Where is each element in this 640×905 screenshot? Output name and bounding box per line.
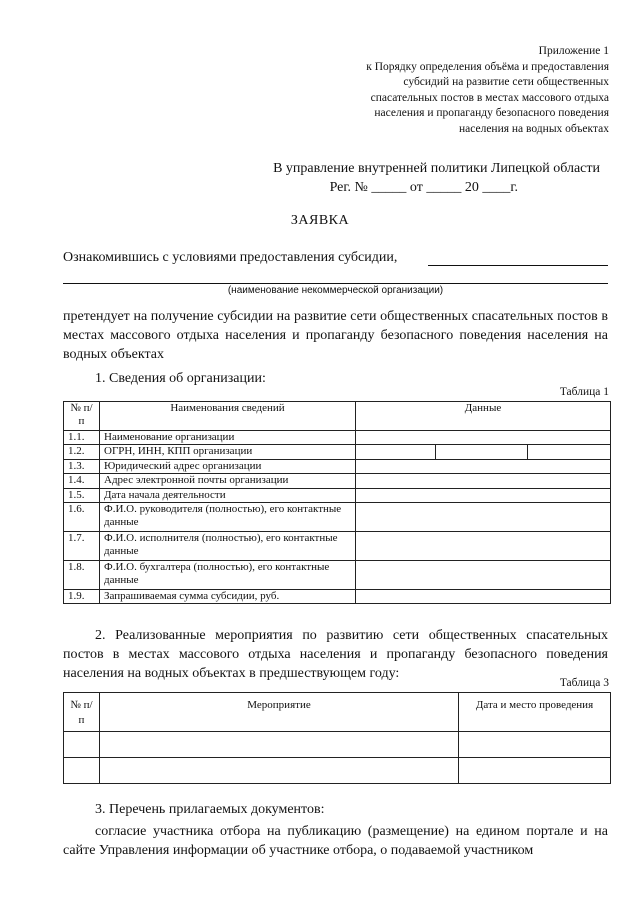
row-date-cell[interactable] [459, 732, 611, 758]
table-row [64, 474, 611, 488]
organization-info-table [63, 401, 611, 604]
table1-label: Таблица 1 [559, 386, 609, 398]
section1-heading: 1. Сведения об организации: [95, 371, 266, 386]
table-header-row [64, 402, 611, 431]
row-num-cell[interactable] [64, 732, 100, 758]
row-num: 1.8. [64, 561, 100, 590]
row-data-cell[interactable] [356, 590, 611, 604]
row-name: Ф.И.О. исполнителя (полностью), его контактные данные [100, 532, 356, 561]
row-data-cell[interactable] [356, 532, 611, 561]
appendix-line: населения и пропаганду безопасного поведения [374, 107, 609, 120]
organization-name-blank [428, 265, 608, 266]
table-row [64, 503, 611, 532]
row-name: Наименование организации [100, 431, 356, 445]
document-title: ЗАЯВКА [290, 213, 350, 228]
appendix-line: Приложение 1 [538, 45, 609, 57]
row-num: 1.3. [64, 459, 100, 473]
appendix-line: спасательных постов в местах массового отдыха [370, 91, 609, 104]
section2-paragraph: 2. Реализованные мероприятия по развитию сети общественных спасательных постов в местах массового отдыха населения и пропаганду безопасного поведения населения на водных объектах в предшествующем году: [63, 628, 608, 681]
table-row [64, 561, 611, 590]
table-row [64, 532, 611, 561]
table-row [64, 445, 611, 459]
row-event-cell[interactable] [100, 758, 459, 784]
row-data-cell[interactable] [356, 503, 611, 532]
header-data: Данные [356, 402, 611, 431]
table3-label: Таблица 3 [559, 677, 609, 689]
row-num: 1.1. [64, 431, 100, 445]
row-data-cell[interactable] [356, 488, 611, 502]
organization-name-caption: (наименование некоммерческой организации) [227, 285, 444, 296]
claim-paragraph: претендует на получение субсидии на развитие сети общественных спасательных постов в местах массового отдыха населения и пропаганду безопасного поведения населения на водных объектах [63, 309, 608, 362]
row-num-cell[interactable] [64, 758, 100, 784]
row-name: Ф.И.О. руководителя (полностью), его контактные данные [100, 503, 356, 532]
section3-paragraph: согласие участника отбора на публикацию (размещение) на едином портале и на сайте Управления информации об участнике отбора, о подаваемой участником [63, 824, 608, 858]
ogrn-cell[interactable] [356, 445, 436, 459]
recipient-block [180, 159, 600, 197]
header-num: № п/п [64, 402, 100, 431]
row-num: 1.5. [64, 488, 100, 502]
row-name: Ф.И.О. бухгалтера (полностью), его контактные данные [100, 561, 356, 590]
row-data-cell[interactable] [356, 431, 611, 445]
row-data-cell[interactable] [356, 474, 611, 488]
row-name: Запрашиваемая сумма субсидии, руб. [100, 590, 356, 604]
row-name: Адрес электронной почты организации [100, 474, 356, 488]
intro-text: Ознакомившись с условиями предоставления субсидии, [63, 250, 398, 265]
organization-name-rule [63, 283, 608, 284]
header-event: Мероприятие [100, 693, 459, 732]
inn-cell[interactable] [436, 445, 528, 459]
header-name: Наименования сведений [100, 402, 356, 431]
row-data-cell[interactable] [356, 561, 611, 590]
appendix-line: к Порядку определения объёма и предоставления [366, 60, 609, 73]
row-name: Юридический адрес организации [100, 459, 356, 473]
row-num: 1.4. [64, 474, 100, 488]
header-date-place: Дата и место проведения [459, 693, 611, 732]
table-row [64, 431, 611, 445]
row-event-cell[interactable] [100, 732, 459, 758]
row-name: Дата начала деятельности [100, 488, 356, 502]
row-num: 1.9. [64, 590, 100, 604]
row-num: 1.2. [64, 445, 100, 459]
table-row [64, 488, 611, 502]
table-header-row [64, 693, 611, 732]
registration-line: Рег. № _____ от _____ 20 ____г. [329, 180, 518, 195]
table-row [64, 590, 611, 604]
appendix-line: субсидий на развитие сети общественных [403, 76, 609, 89]
row-date-cell[interactable] [459, 758, 611, 784]
row-num: 1.7. [64, 532, 100, 561]
recipient-line: В управление внутренней политики Липецкой области [273, 161, 600, 176]
appendix-line: населения на водных объектах [458, 122, 609, 135]
events-table [63, 692, 611, 784]
row-name: ОГРН, ИНН, КПП организации [100, 445, 356, 459]
table-row [64, 459, 611, 473]
kpp-cell[interactable] [528, 445, 611, 459]
appendix-header [309, 44, 609, 138]
row-data-cell[interactable] [356, 459, 611, 473]
table-row [64, 732, 611, 758]
table-row [64, 758, 611, 784]
row-num: 1.6. [64, 503, 100, 532]
header-num: № п/п [64, 693, 100, 732]
section3-heading: 3. Перечень прилагаемых документов: [95, 802, 325, 817]
